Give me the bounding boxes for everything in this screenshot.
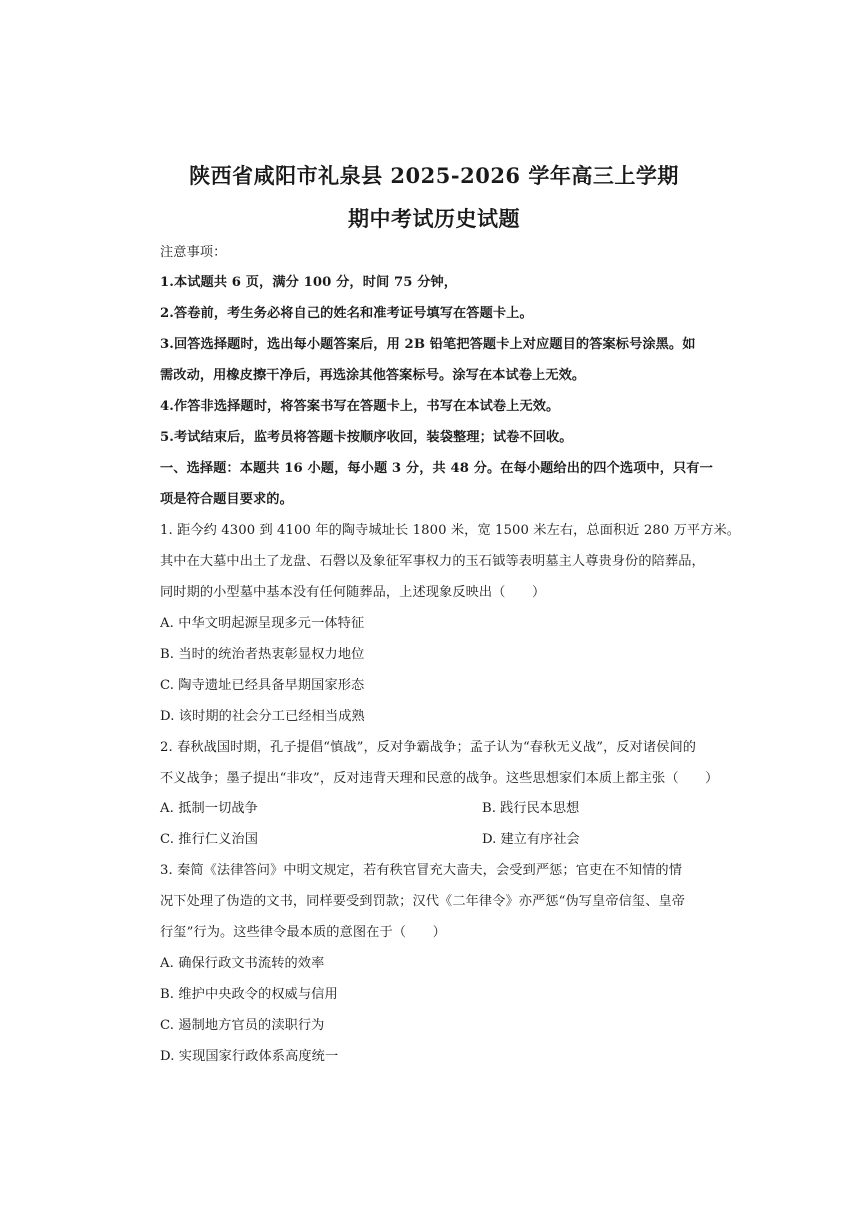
question-3-stem: 3. 秦简《法律答问》中明文规定，若有秩官冒充大啬夫，会受到严惩；官吏在不知情的情: [160, 863, 682, 878]
exam-title: 陕西省咸阳市礼泉县 2025-2026 学年高三上学期: [189, 163, 679, 188]
question-2-option-d: D. 建立有序社会: [482, 832, 580, 847]
exam-subtitle: 期中考试历史试题: [348, 206, 520, 231]
question-1-option-d: D. 该时期的社会分工已经相当成熟: [160, 709, 365, 724]
question-3-option-d: D. 实现国家行政体系高度统一: [160, 1049, 339, 1064]
notice-item: 5.考试结束后，监考员将答题卡按顺序收回，装袋整理；试卷不回收。: [160, 430, 573, 445]
notice-item: 3.回答选择题时，选出每小题答案后，用 2B 铅笔把答题卡上对应题目的答案标号涂黑。如: [160, 337, 696, 352]
question-3-stem: 况下处理了伪造的文书，同样要受到罚款；汉代《二年律令》亦严惩“伪写皇帝信玺、皇帝: [160, 894, 686, 909]
question-1-option-a: A. 中华文明起源呈现多元一体特征: [160, 616, 365, 631]
question-2-stem: 不义战争；墨子提出“非攻”，反对违背天理和民意的战争。这些思想家们本质上都主张（ ）: [160, 771, 719, 786]
notice-item: 4.作答非选择题时，将答案书写在答题卡上，书写在本试卷上无效。: [160, 399, 560, 414]
notice-item: 2.答卷前，考生务必将自己的姓名和准考证号填写在答题卡上。: [160, 306, 533, 321]
question-1-stem: 1. 距今约 4300 到 4100 年的陶寺城址长 1800 米，宽 1500 米左右，总面积近 280 万平方米。: [160, 523, 741, 538]
notice-heading: 注意事项：: [160, 245, 227, 260]
question-1-stem: 同时期的小型墓中基本没有任何随葬品，上述现象反映出（ ）: [160, 585, 546, 600]
question-2-option-a: A. 抵制一切战争: [160, 801, 258, 816]
question-3-stem: 行玺”行为。这些律令最本质的意图在于（ ）: [160, 925, 446, 940]
notice-item: 1.本试题共 6 页，满分 100 分，时间 75 分钟，: [160, 275, 458, 290]
question-3-option-c: C. 遏制地方官员的渎职行为: [160, 1018, 325, 1033]
question-2-option-c: C. 推行仁义治国: [160, 832, 259, 847]
question-3-option-a: A. 确保行政文书流转的效率: [160, 956, 325, 971]
notice-item: 需改动，用橡皮擦干净后，再选涂其他答案标号。涂写在本试卷上无效。: [160, 368, 586, 383]
question-2-stem: 2. 春秋战国时期，孔子提倡“慎战”，反对争霸战争；孟子认为“春秋无义战”，反对诸侯间的: [160, 740, 697, 755]
section-heading-cont: 项是符合题目要求的。: [160, 492, 293, 507]
section-heading: 一、选择题：本题共 16 小题，每小题 3 分，共 48 分。在每小题给出的四个选项中，只有一: [160, 461, 713, 476]
question-2-option-b: B. 践行民本思想: [482, 801, 580, 816]
question-1-option-b: B. 当时的统治者热衷彰显权力地位: [160, 647, 365, 662]
question-1-stem: 其中在大墓中出土了龙盘、石磬以及象征军事权力的玉石钺等表明墓主人尊贵身份的陪葬品，: [160, 554, 705, 569]
question-1-option-c: C. 陶寺遗址已经具备早期国家形态: [160, 678, 365, 693]
question-3-option-b: B. 维护中央政令的权威与信用: [160, 987, 338, 1002]
